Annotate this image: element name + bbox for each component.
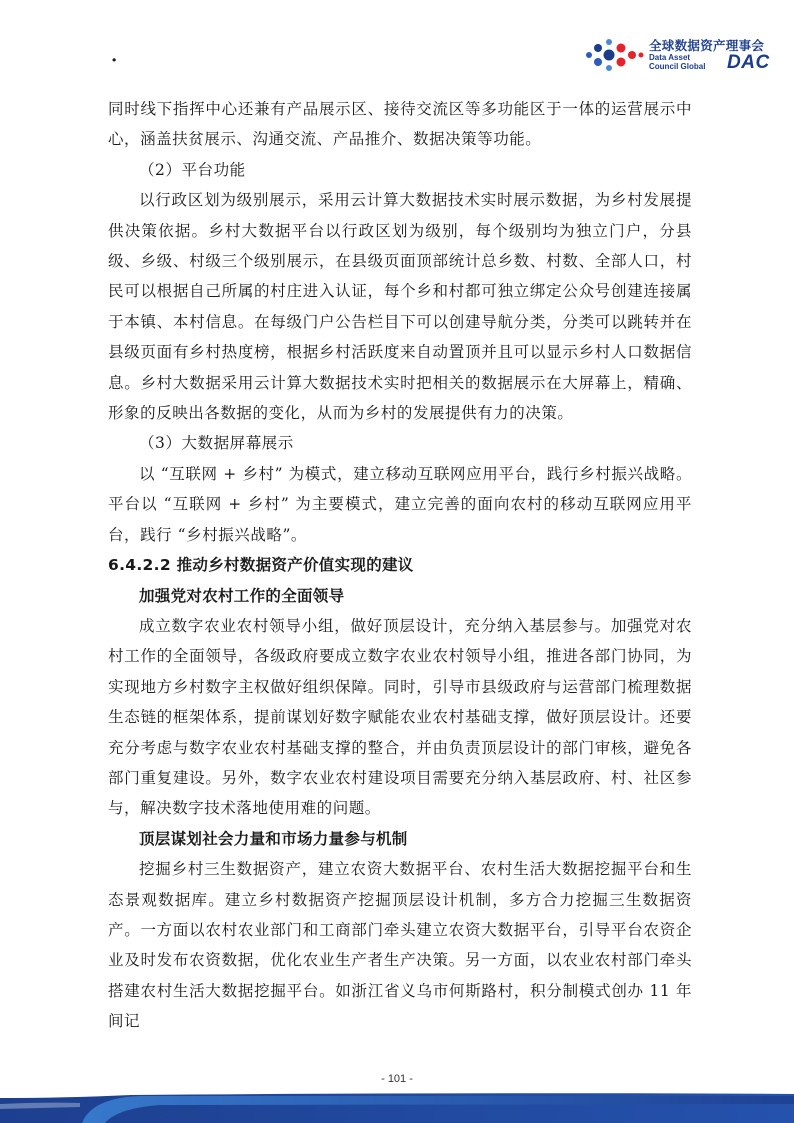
heading-big-data-screen: （3）大数据屏幕展示	[139, 434, 294, 453]
dac-dots-icon	[584, 38, 646, 72]
logo-chinese-title: 全球数据资产理事会	[649, 38, 765, 53]
dac-logo	[584, 36, 784, 76]
logo-english-line2: Council Global	[649, 62, 706, 71]
heading-platform-function: （2）平台功能	[139, 160, 246, 179]
footer-wave-decoration	[0, 1078, 794, 1123]
subheading-participation-mechanism: 顶层谋划社会力量和市场力量参与机制	[139, 829, 408, 848]
paragraph-platform-function: 以行政区划为级别展示，采用云计算大数据技术实时展示数据，为乡村发展提供决策依据。乡村大数据平台以行政区划为级别，每个级别均为独立门户，分县级、乡级、村级三个级别展示，在县级页面顶部统计总乡数、村数、全部人口，村民可以根据自己所属的村庄进入认证，每个乡和村都可独立绑定公众号创建连接属于本镇、本村信息。在每级门户公告栏目下可以创建导航分类，分类可以跳转并在县级页面有乡村热度榜，根据乡村活跃度来自动置顶并且可以显示乡村人口数据信息。乡村大数据采用云计算大数据技术实时把相关的数据展示在大屏幕上，精确、形象的反映出各数据的变化，从而为乡村的发展提供有力的决策。	[108, 191, 692, 423]
section-heading-6-4-2-2: 6.4.2.2 推动乡村数据资产价值实现的建议	[108, 556, 414, 575]
logo-english-line1: Data Asset	[649, 53, 691, 62]
subheading-party-leadership: 加强党对农村工作的全面领导	[139, 586, 345, 605]
paragraph-party-leadership: 成立数字农业农村领导小组，做好顶层设计，充分纳入基层参与。加强党对农村工作的全面领导，各级政府要成立数字农业农村领导小组，推进各部门协同，为实现地方乡村数字主权做好组织保障。同时，引导市县级政府与运营部门梳理数据生态链的框架体系，提前谋划好数字赋能农业农村基础支撑，做好顶层设计。还要充分考虑与数字农业农村基础支撑的整合，并由负责顶层设计的部门审核，避免各部门重复建设。另外，数字农业农村建设项目需要充分纳入基层政府、村、社区参与，解决数字技术落地使用难的问题。	[108, 616, 692, 818]
paragraph-big-data-screen: 以 “互联网 + 乡村” 为模式，建立移动互联网应用平台，践行乡村振兴战略。平台以 “互联网 + 乡村” 为主要模式，建立完善的面向农村的移动互联网应用平台，践行 “乡村振兴战略”。	[108, 464, 692, 544]
paragraph-operations-center: 同时线下指挥中心还兼有产品展示区、接待交流区等多功能区于一体的运营展示中心，涵盖扶贫展示、沟通交流、产品推介、数据决策等功能。	[108, 100, 692, 149]
logo-abbreviation: DAC	[727, 52, 770, 73]
logo-english-title	[649, 53, 705, 71]
header-dot: ·	[111, 50, 118, 71]
page-number: - 101 -	[381, 1073, 413, 1085]
document-body	[108, 94, 692, 1037]
paragraph-participation-mechanism: 挖掘乡村三生数据资产，建立农资大数据平台、农村生活大数据挖掘平台和生态景观数据库。建立乡村数据资产挖掘顶层设计机制，多方合力挖掘三生数据资产。一方面以农村农业部门和工商部门牵头建立农资大数据平台，引导平台农资企业及时发布农资数据，优化农业生产者生产决策。另一方面，以农业农村部门牵头搭建农村生活大数据挖掘平台。如浙江省义乌市何斯路村，积分制模式创办 11 年间记	[108, 860, 692, 1031]
